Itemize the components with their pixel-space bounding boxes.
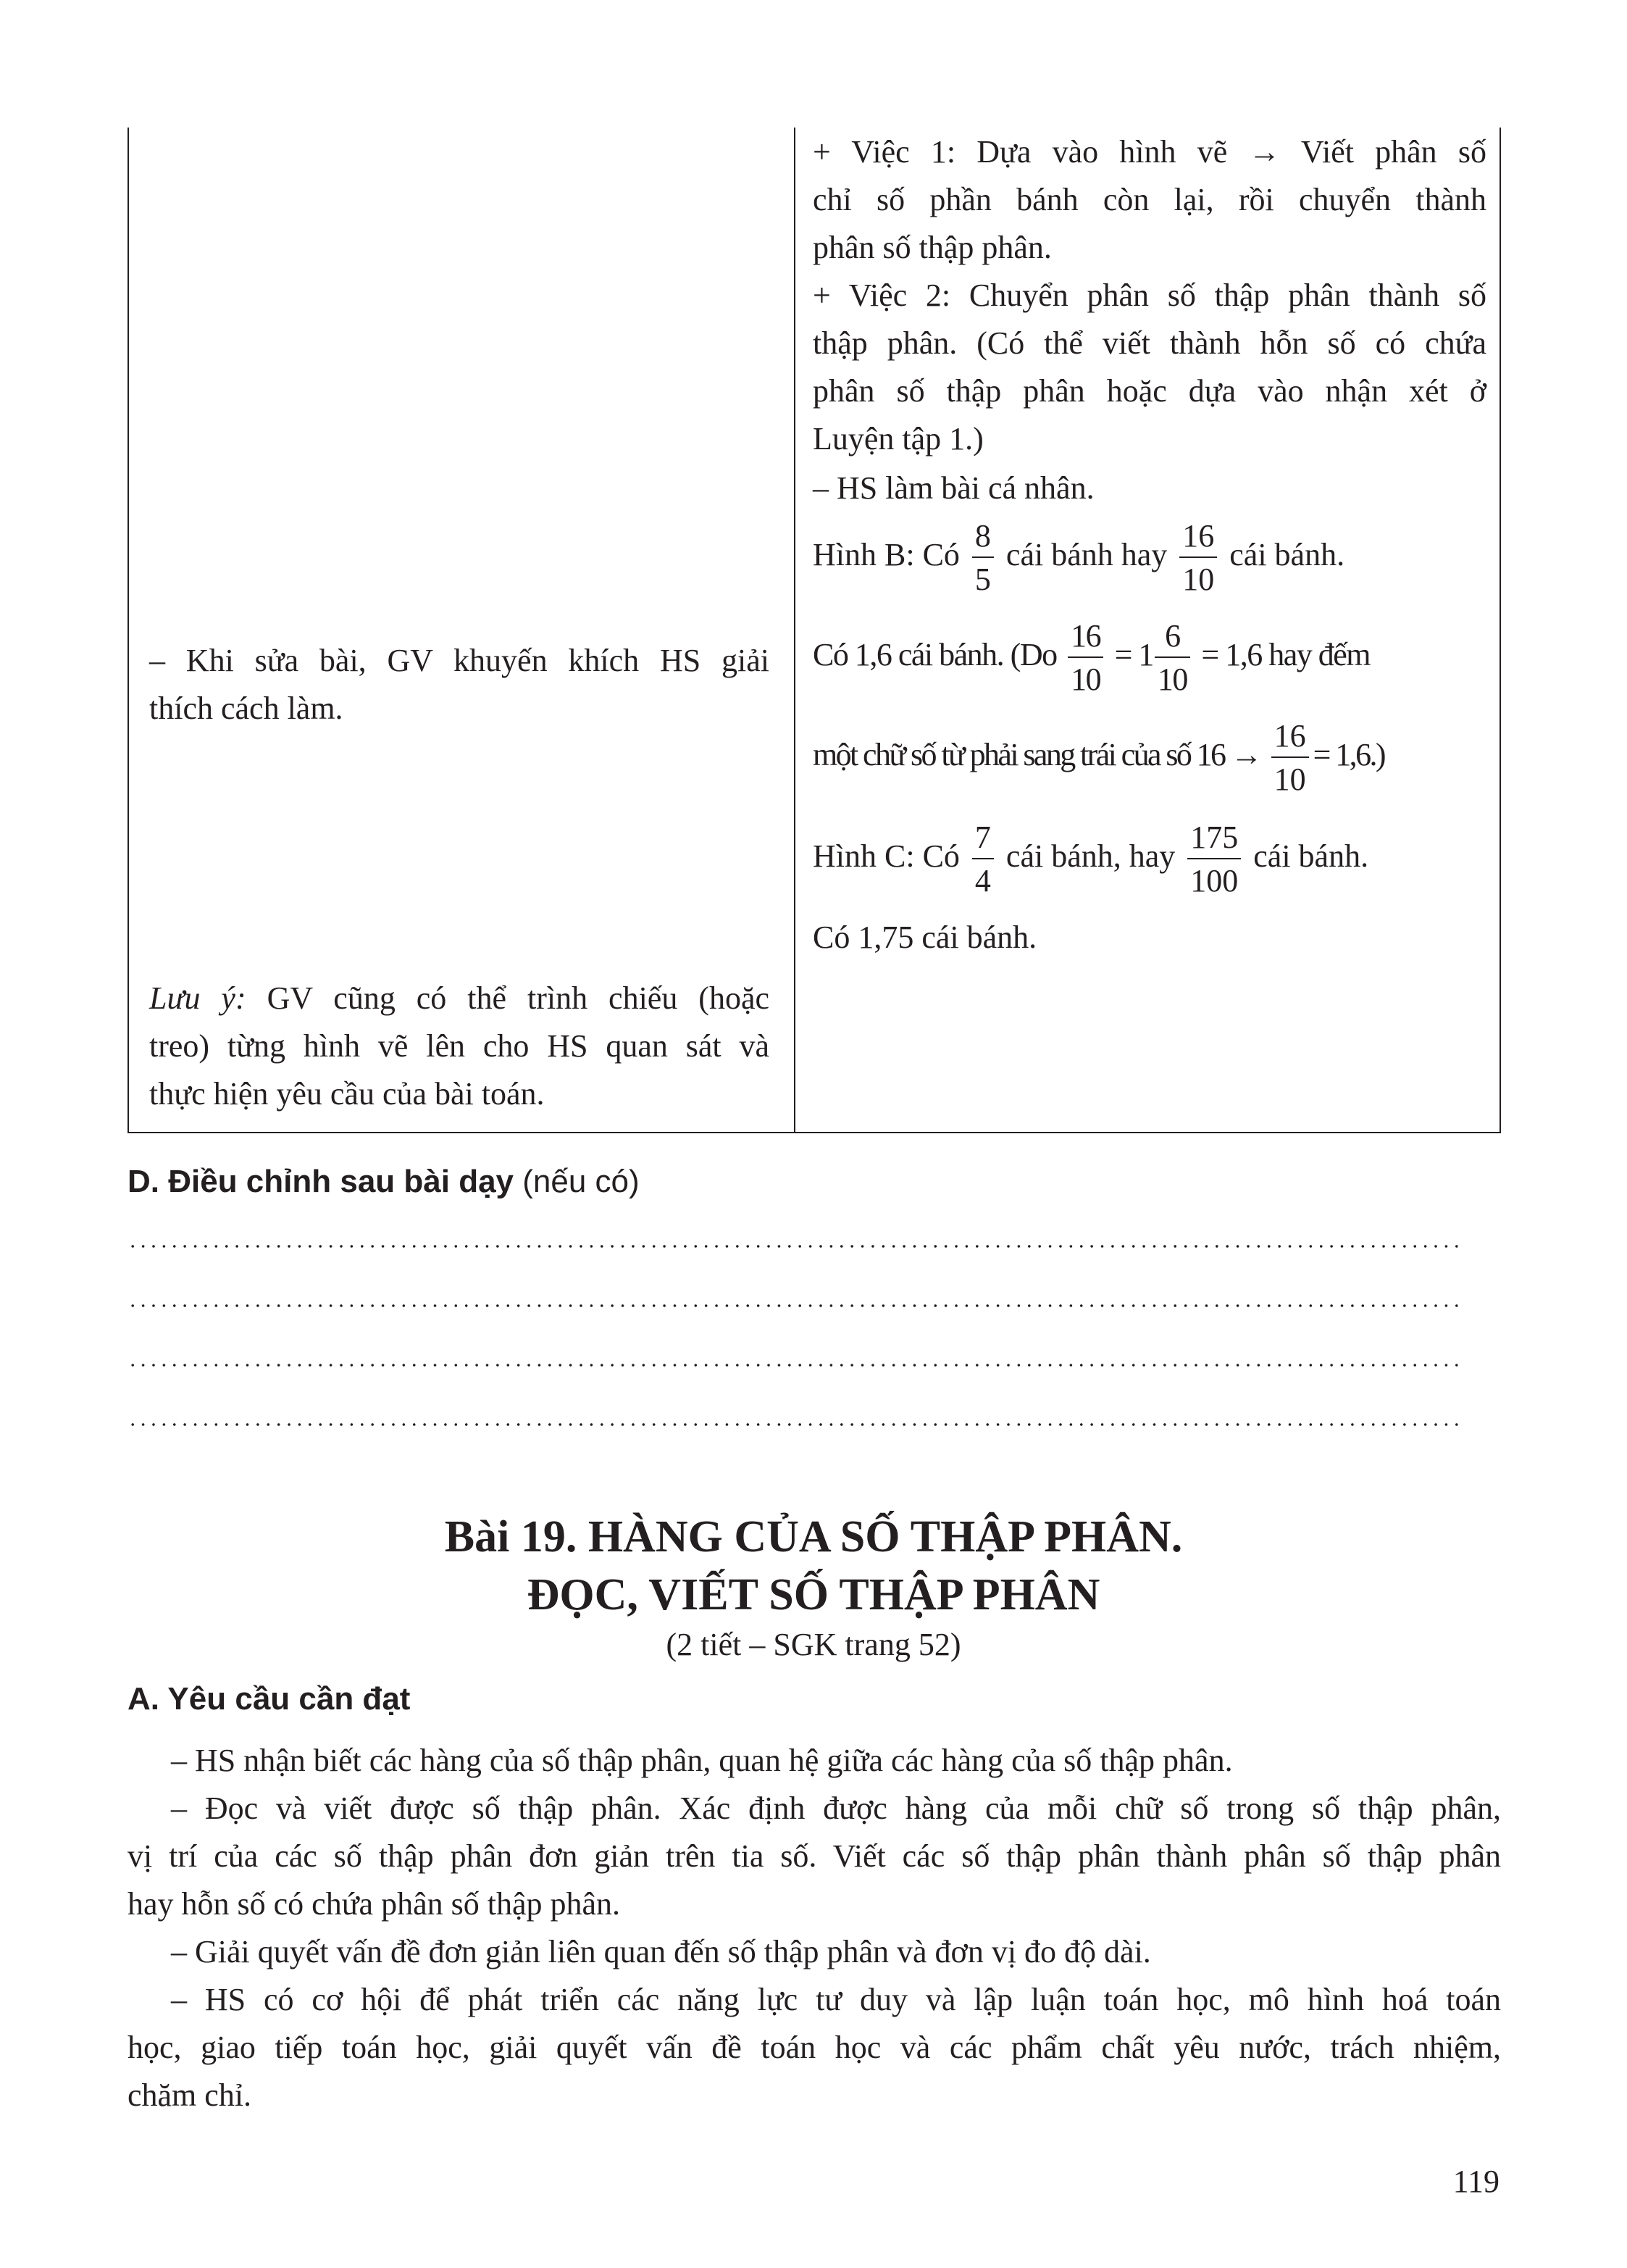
viec2-line3: phân số thập phân hoặc dựa vào nhận xét ở	[813, 373, 1486, 409]
co-16-prefix: Có 1,6 cái bánh. (Do	[813, 637, 1057, 673]
lesson-activity-table	[127, 128, 1501, 1133]
dotted-writing-line-4	[127, 1423, 1460, 1426]
viec2-line2: thập phân. (Có thể viết thành hỗn số có chứa	[813, 325, 1486, 361]
section-d-heading	[127, 1164, 640, 1200]
page-number: 119	[1452, 2164, 1500, 2199]
objective-2-line3: hay hỗn số có chứa phân số thập phân.	[127, 1886, 621, 1922]
section-d-heading-note: (nếu có)	[522, 1164, 640, 1199]
fraction-7-4	[972, 822, 994, 897]
sua-bai-line2: thích cách làm.	[149, 691, 343, 726]
fraction-denominator: 10	[1068, 656, 1103, 696]
table-column-divider	[794, 128, 795, 1133]
hinh-b-prefix: Hình B: Có	[813, 537, 960, 573]
hinh-b-suffix: cái bánh.	[1229, 537, 1345, 573]
mot-chu-so-line	[813, 720, 1384, 796]
viec2-line1: + Việc 2: Chuyển phân số thập phân thành số	[813, 278, 1486, 313]
luu-y-label: Lưu ý:	[149, 980, 246, 1016]
fraction-8-5	[972, 520, 994, 596]
fraction-16-10	[1271, 720, 1309, 796]
fraction-denominator: 10	[1271, 756, 1309, 796]
hinh-c-mid: cái bánh, hay	[1005, 838, 1176, 875]
fraction-denominator: 10	[1155, 656, 1190, 696]
fraction-numerator: 16	[1182, 518, 1215, 554]
dotted-writing-line-2	[127, 1304, 1460, 1307]
mot-chu-so-prefix: một chữ số từ phải sang trái của số 16 →	[813, 737, 1261, 773]
co-175-line: Có 1,75 cái bánh.	[813, 920, 1037, 955]
dotted-writing-line-1	[127, 1245, 1460, 1248]
fraction-numerator: 6	[1165, 618, 1180, 654]
viec1-line1: + Việc 1: Dựa vào hình vẽ → Viết phân số	[813, 134, 1486, 170]
section-a-heading: A. Yêu cầu cần đạt	[127, 1681, 411, 1717]
lesson-subtitle: (2 tiết – SGK trang 52)	[666, 1627, 961, 1662]
objective-2-line1: – Đọc và viết được số thập phân. Xác định được hàng của mỗi chữ số trong số thập phân,	[171, 1790, 1501, 1826]
hinh-b-line	[813, 520, 1344, 596]
lesson-title-line2: ĐỌC, VIẾT SỐ THẬP PHÂN	[527, 1570, 1100, 1619]
co-16-eq1: = 1	[1114, 637, 1153, 673]
luu-y-line3: thực hiện yêu cầu của bài toán.	[149, 1076, 545, 1112]
sua-bai-line1: – Khi sửa bài, GV khuyến khích HS giải	[149, 643, 769, 678]
objective-4-line1: – HS có cơ hội để phát triển các năng lực tư duy và lập luận toán học, mô hình hoá toán	[171, 1982, 1501, 2017]
co-16-line	[813, 620, 1370, 696]
fraction-16-10	[1179, 520, 1217, 596]
objective-1: – HS nhận biết các hàng của số thập phân, quan hệ giữa các hàng của số thập phân.	[171, 1743, 1233, 1778]
fraction-numerator: 7	[974, 820, 991, 855]
dotted-writing-line-3	[127, 1364, 1460, 1367]
table-right-border	[1500, 128, 1501, 1133]
fraction-denominator: 5	[972, 556, 994, 596]
section-d-heading-bold: D. Điều chỉnh sau bài dạy	[127, 1164, 514, 1199]
fraction-numerator: 16	[1273, 718, 1306, 754]
viec1-line2: chỉ số phần bánh còn lại, rồi chuyển thành	[813, 182, 1486, 217]
luu-y-line1-text: GV cũng có thể trình chiếu (hoặc	[267, 980, 769, 1016]
hs-lam-bai: – HS làm bài cá nhân.	[813, 470, 1095, 506]
co-16-eq2: = 1,6 hay đếm	[1201, 637, 1371, 673]
viec1-line3: phân số thập phân.	[813, 230, 1052, 265]
hinh-c-suffix: cái bánh.	[1253, 838, 1369, 875]
fraction-numerator: 175	[1190, 820, 1239, 855]
hinh-b-mid: cái bánh hay	[1005, 537, 1168, 573]
fraction-denominator: 4	[972, 858, 994, 897]
fraction-175-100	[1187, 822, 1241, 897]
viec2-line4: Luyện tập 1.)	[813, 421, 984, 456]
objective-4-line2: học, giao tiếp toán học, giải quyết vấn đề toán học và các phẩm chất yêu nước, trách nhiệm,	[127, 2030, 1501, 2065]
table-left-border	[127, 128, 129, 1133]
objective-4-line3: chăm chỉ.	[127, 2077, 252, 2113]
fraction-16-10	[1068, 620, 1103, 696]
objective-2-line2: vị trí của các số thập phân đơn giản trên tia số. Viết các số thập phân thành phân số thập phân	[127, 1838, 1501, 1874]
fraction-numerator: 16	[1071, 618, 1101, 654]
fraction-6-10	[1155, 620, 1190, 696]
hinh-c-line	[813, 822, 1368, 897]
objective-3: – Giải quyết vấn đề đơn giản liên quan đến số thập phân và đơn vị đo độ dài.	[171, 1934, 1151, 1969]
hinh-c-prefix: Hình C: Có	[813, 838, 960, 875]
luu-y-line1	[149, 980, 769, 1016]
table-bottom-border	[127, 1132, 1501, 1133]
fraction-denominator: 100	[1187, 858, 1241, 897]
luu-y-line2: treo) từng hình vẽ lên cho HS quan sát và	[149, 1028, 769, 1064]
fraction-numerator: 8	[974, 518, 991, 554]
lesson-title-line1: Bài 19. HÀNG CỦA SỐ THẬP PHÂN.	[444, 1512, 1183, 1562]
fraction-denominator: 10	[1179, 556, 1217, 596]
mot-chu-so-suffix: = 1,6.)	[1313, 737, 1384, 773]
